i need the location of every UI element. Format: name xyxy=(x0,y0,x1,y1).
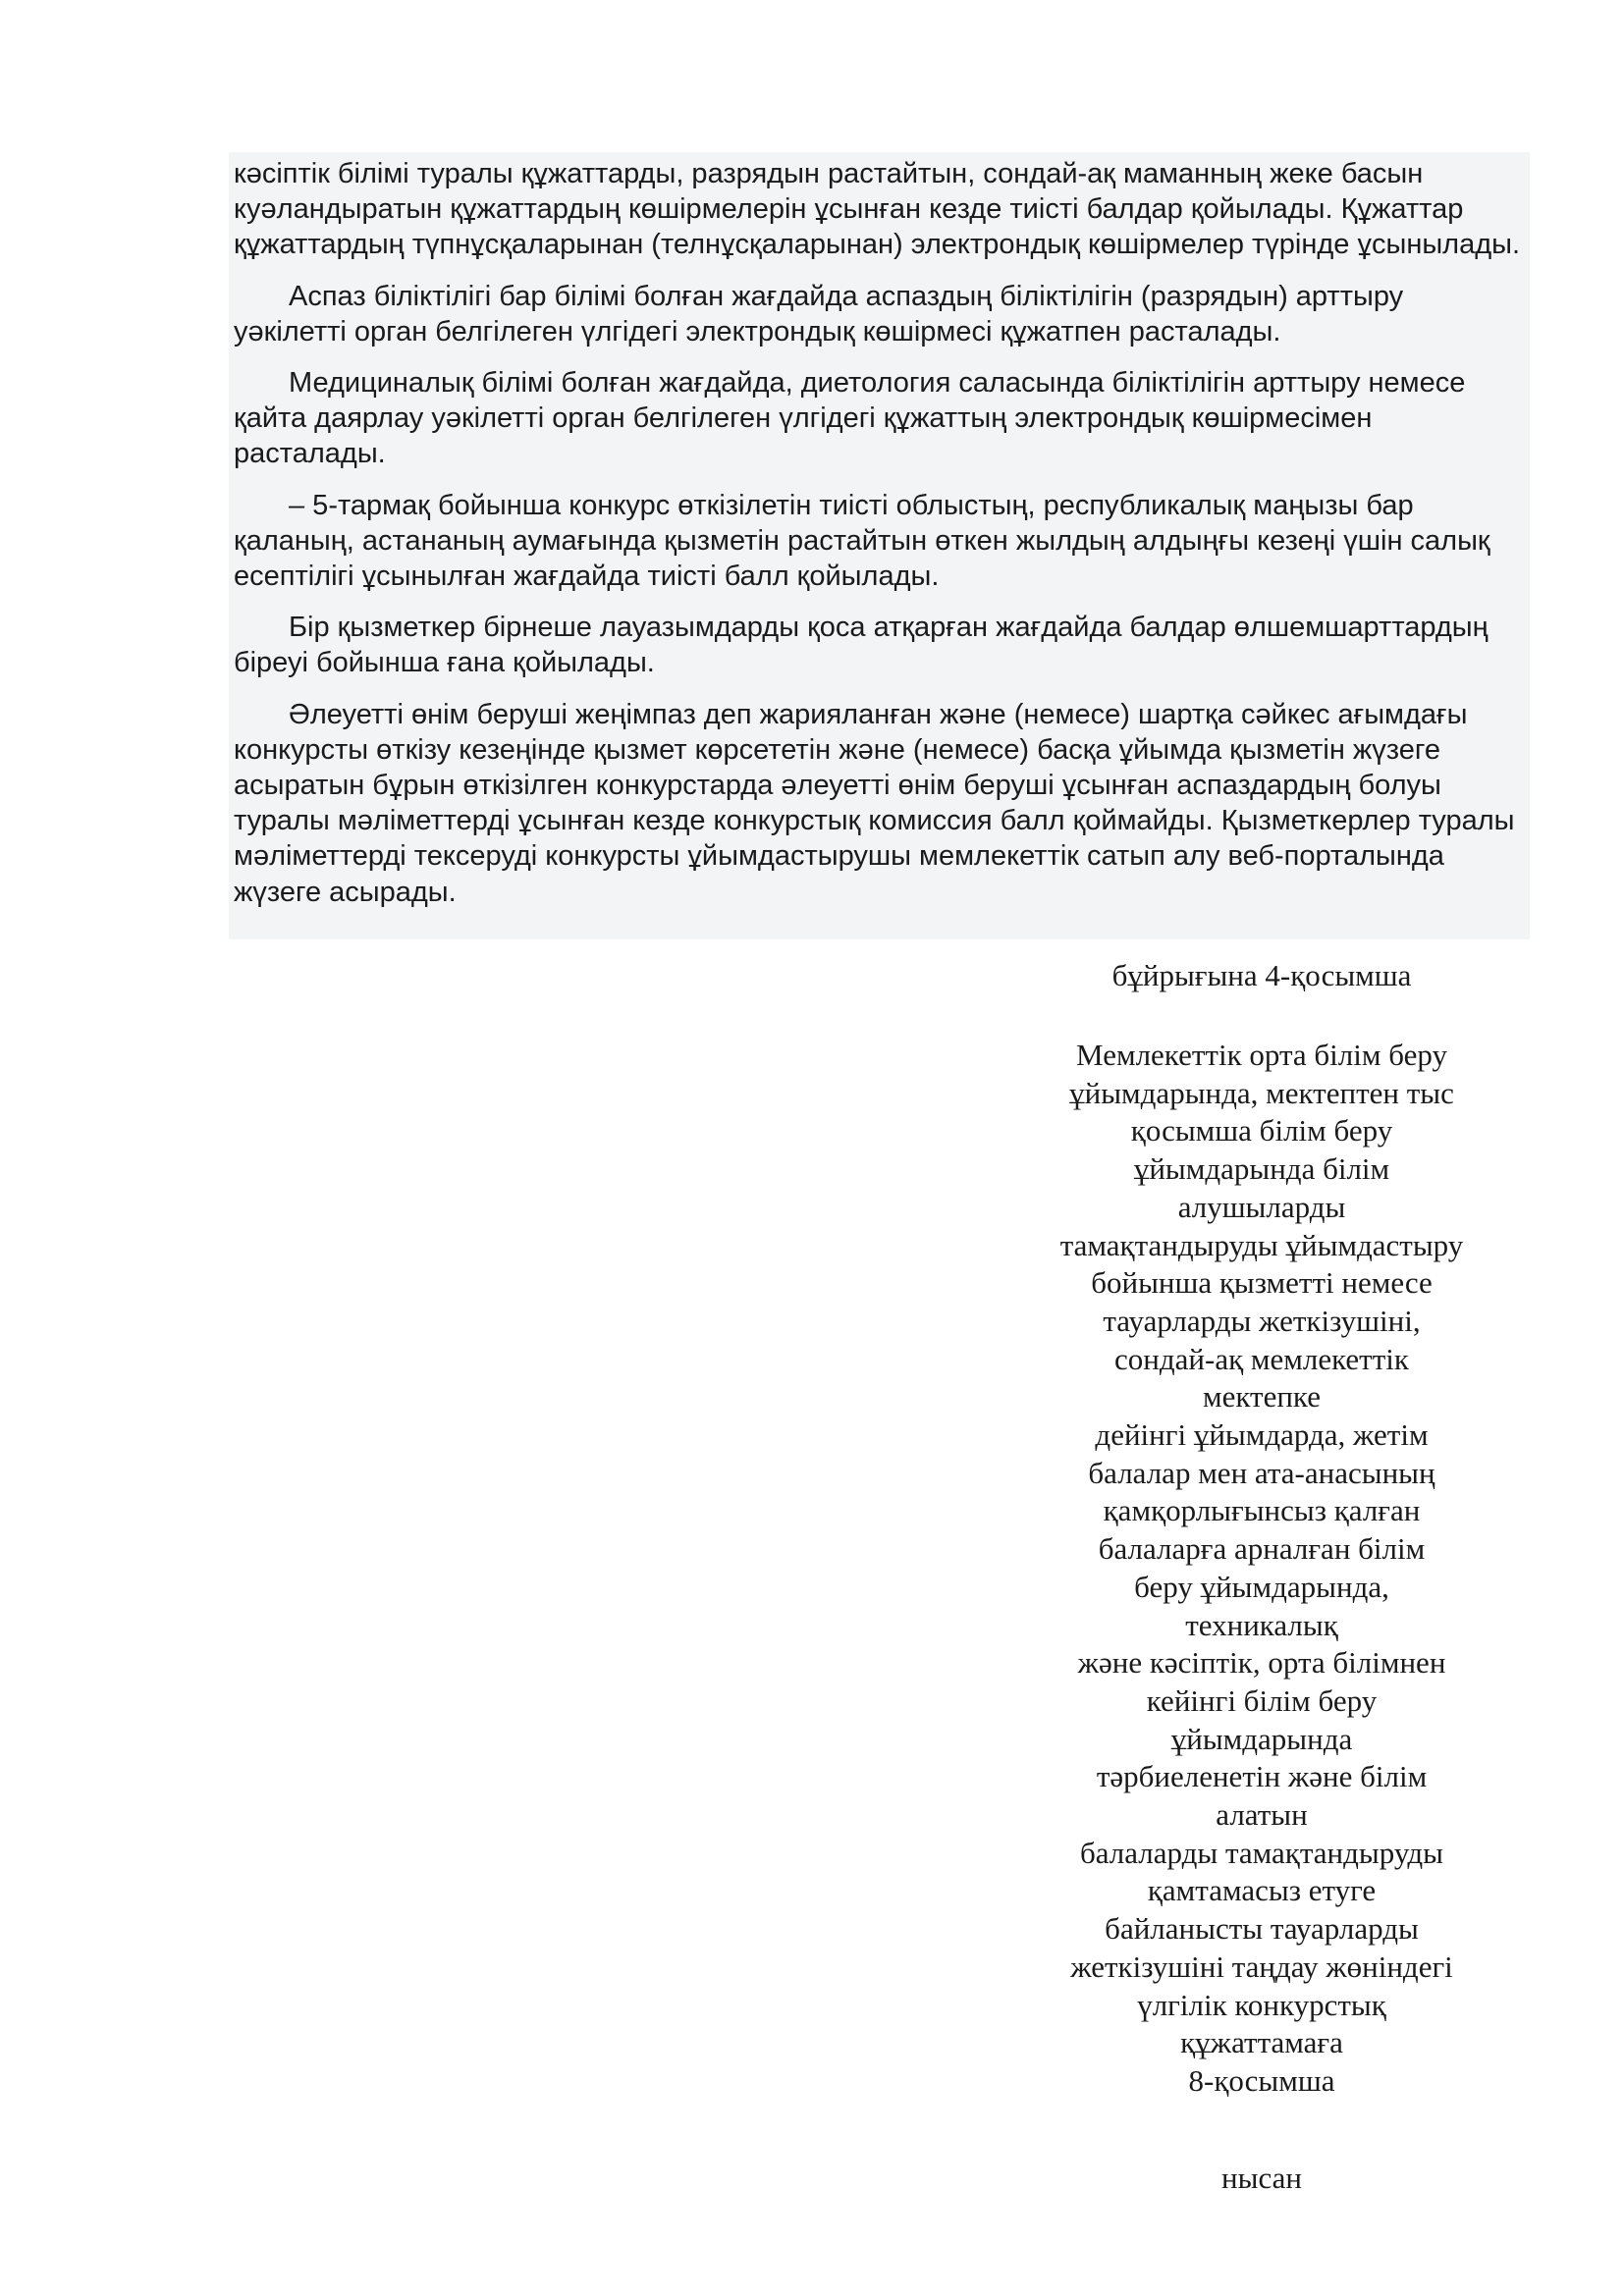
paragraph-combined-positions: Бір қызметкер бірнеше лауазымдарды қоса атқарған жағдайда балдар өлшемшарттардың біреуі бойынша ғана қойылады. xyxy=(234,612,1489,679)
annex-title-line: қосымша білім беру xyxy=(1130,1113,1393,1148)
annex-title-line: беру ұйымдарында, xyxy=(1134,1569,1389,1604)
annex-title-line: балаларды тамақтандыруды xyxy=(1079,1835,1443,1870)
annex-title-line: үлгілік конкурстық xyxy=(1137,1987,1386,2022)
annex-reference: бұйрығына 4-қосымша xyxy=(1111,958,1412,992)
annex-title-line: алушыларды xyxy=(1177,1189,1346,1224)
annex-title-line: және кәсіптік, орта білімнен xyxy=(1077,1645,1446,1681)
annex-number: 8-қосымша xyxy=(1188,2062,1335,2098)
annex-title-line: техникалық xyxy=(1185,1607,1338,1642)
annex-title-line: ұйымдарында, мектептен тыс xyxy=(1069,1075,1454,1110)
annex-title-line: ұйымдарында білім xyxy=(1133,1151,1390,1187)
annex-title-line: құжаттамаға xyxy=(1180,2025,1343,2060)
annex-title-line: кейінгі білім беру xyxy=(1146,1682,1378,1718)
annex-title-line: балалар мен ата-анасының xyxy=(1088,1455,1435,1490)
highlighted-text-block xyxy=(229,152,1530,939)
paragraph-tax-reporting: – 5-тармақ бойынша конкурс өткізілетін тиісті облыстың, республикалық маңызы бар қаланың, астананың аумағында қызметін растайтын өткен жылдың алдыңғы кезеңі үшін салық есептілігі ұсынылған жағдайда тиісті балл қойылады. xyxy=(234,489,1490,593)
annex-title-line: бойынша қызметті немесе xyxy=(1091,1265,1433,1301)
annex-title-line: Мемлекеттік орта білім беру xyxy=(1076,1038,1447,1072)
annex-title-line: байланысты тауарларды xyxy=(1105,1911,1419,1947)
annex-title-line: тауарларды жеткізушіні, xyxy=(1103,1303,1421,1338)
paragraph-commission-rules: Әлеуетті өнім беруші жеңімпаз деп жарияланған және (немесе) шартқа сәйкес ағымдағы конкурсты өткізу кезеңінде қызмет көрсететін және (немесе) басқа ұйымда қызметін жүзеге асыратын бұрын өткізілген конкурстарда әлеуетті өнім беруші ұсынған аспаздардың болуы туралы мәліметтерді ұсынған кезде конкурстық комиссия балл қоймайды. Қызметкерлер туралы мәліметтерді тексеруді конкурсты ұйымдастырушы мемлекеттік сатып алу веб-порталында жүзеге асырады. xyxy=(234,698,1515,908)
annex-title-line: мектепке xyxy=(1203,1379,1321,1415)
form-label: нысан xyxy=(1221,2161,1302,2195)
annex-title-line: тәрбиеленетін және білім xyxy=(1096,1759,1428,1794)
paragraph-medical-education: Медициналық білімі болған жағдайда, диетология саласында біліктілігін арттыру немесе қайта даярлау уәкілетті орган белгілеген үлгідегі құжаттың электрондық көшірмесімен расталады. xyxy=(234,367,1466,470)
annex-title-line: балаларға арналған білім xyxy=(1098,1531,1426,1567)
annex-title-line: алатын xyxy=(1216,1797,1308,1833)
annex-title-line: сондай-ақ мемлекеттік xyxy=(1114,1341,1409,1376)
annex-title-line: тамақтандыруды ұйымдастыру xyxy=(1059,1227,1464,1262)
annex-title-line: ұйымдарында xyxy=(1170,1721,1353,1756)
paragraph-cook-qualification: Аспаз біліктілігі бар білімі болған жағдайда аспаздың біліктілігін (разрядын) арттыру уәкілетті орган белгілеген үлгідегі электрондық көшірмесі құжатпен расталады. xyxy=(234,280,1404,347)
annex-title-line: қамқорлығынсыз қалған xyxy=(1103,1493,1421,1528)
annex-title-line: жеткізушіні таңдау жөніндегі xyxy=(1070,1949,1453,1984)
paragraph-documents: кәсіптік білімі туралы құжаттарды, разрядын растайтын, сондай-ақ маманның жеке басын куәландыратын құжаттардың көшірмелерін ұсынған кезде тиісті балдар қойылады. Құжаттар құжаттардың түпнұсқаларынан (телнұсқаларынан) электрондық көшірмелер түрінде ұсынылады. xyxy=(234,158,1521,261)
annex-title-line: дейінгі ұйымдарда, жетім xyxy=(1095,1417,1429,1453)
annex-title-line: қамтамасыз етуге xyxy=(1147,1873,1377,1908)
annex-title xyxy=(1021,1037,1502,2101)
